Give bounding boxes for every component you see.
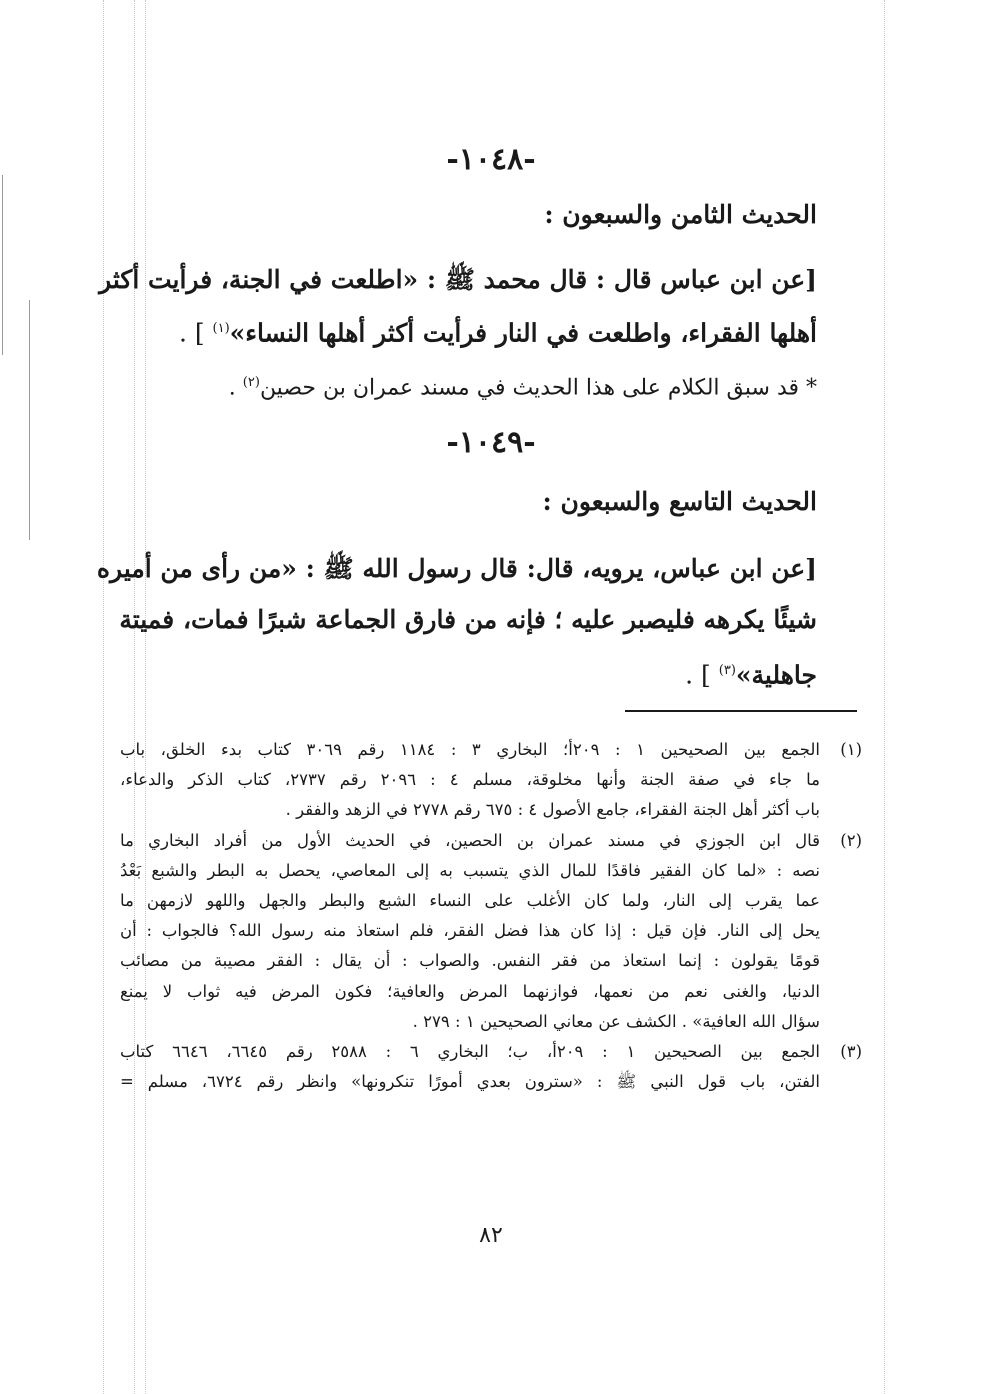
hadith-text-line: أهلها الفقراء، واطلعت في النار فرأيت أكثر أهلها النساء»$^{(١)}$ ] .: [178, 318, 817, 348]
page-number: ٨٢: [479, 1223, 503, 1248]
footnote-ref: (٢): [242, 375, 260, 390]
scan-edge-mark: [29, 300, 30, 540]
footnote-line: عما يقرب إلى النار، ولما كان الأغلب على النساء الشبع والبطر والجهل واللهو لازمهن ما: [120, 891, 820, 911]
footnote-line: الجمع بين الصحيحين ١ : ٢٠٩أ، ب؛ البخاري ٦ : ٢٥٨٨ رقم ٦٦٤٥، ٦٦٤٦ كتاب: [120, 1042, 820, 1062]
footnote-ref: (٣): [718, 663, 736, 678]
footnote-line: نصه : «لما كان الفقير فاقدًا للمال الذي يتسبب به إلى المعاصي، يحصل به البطر والشبع بَعْدُ: [120, 860, 820, 880]
footnote-marker: (٣): [840, 1042, 862, 1062]
hadith-text-line: [عن ابن عباس، يرويه، قال: قال رسول الله ﷺ : «من رأى من أميره: [96, 554, 817, 583]
hadith-text-line: شيئًا يكرهه فليصبر عليه ؛ فإنه من فارق الجماعة شبرًا فمات، فميتة: [119, 605, 817, 634]
footnote-line: قال ابن الجوزي في مسند عمران بن الحصين، في الحديث الأول من أفراد البخاري ما: [120, 830, 820, 850]
hadith-number-1048: -١٠٤٨-: [446, 142, 536, 177]
hadith-text-1049: [96, 543, 817, 700]
footnote-line: ما جاء في صفة الجنة وأنها مخلوقة، مسلم ٤ : ٢٠٩٦ رقم ٢٧٣٧، كتاب الذكر والدعاء،: [120, 770, 820, 790]
footnote-line: الدنيا، والغنى نعم من نعمها، فوازنهما المرض والعافية؛ فكون المرض فيه ثواب لا يمنع: [120, 981, 820, 1001]
footnote-1: [120, 735, 862, 826]
footnote-divider: [625, 710, 857, 712]
footnote-line: سؤال الله العافية» . الكشف عن معاني الصحيحين ١ : ٢٧٩ .: [412, 1011, 820, 1031]
footnote-ref: (١): [212, 321, 230, 336]
hadith-text-1048: [99, 255, 817, 357]
footnote-marker: (٢): [840, 830, 862, 850]
note-text: * قد سبق الكلام على هذا الحديث في مسند عمران بن حصين$^{(٢)}$ .: [228, 375, 817, 401]
scan-artifact-line: [103, 0, 104, 1394]
footnote-3: [120, 1037, 862, 1097]
hadith-text-line: جاهلية»$^{(٣)}$ ] .: [685, 660, 817, 690]
footnote-2: [120, 826, 862, 1037]
footnote-line: باب أكثر أهل الجنة الفقراء، جامع الأصول ٤ : ٦٧٥ رقم ٢٧٧٨ في الزهد والفقر .: [285, 800, 820, 820]
scan-edge-mark: [2, 175, 3, 355]
hadith-text-line: [عن ابن عباس قال : قال محمد ﷺ : «اطلعت في الجنة، فرأيت أكثر: [99, 265, 817, 294]
footnote-marker: (١): [840, 740, 862, 759]
footnotes: [120, 735, 862, 1097]
hadith-heading-78: الحديث الثامن والسبعون :: [544, 200, 817, 229]
footnote-line: قومًا يقولون : إنما استعاذ من فقر النفس. والصواب : أن يقال : الفقر مصيبة من مصائب: [120, 951, 820, 971]
hadith-number-1049: -١٠٤٩-: [446, 425, 536, 460]
footnote-line: الجمع بين الصحيحين ١ : ٢٠٩أ؛ البخاري ٣ : ١١٨٤ رقم ٣٠٦٩ كتاب بدء الخلق، باب: [120, 740, 820, 759]
hadith-heading-79: الحديث التاسع والسبعون :: [542, 487, 817, 516]
scan-artifact-line: [134, 0, 135, 1394]
footnote-line: يحل إلى النار. فإن قيل : إذا كان هذا فضل الفقر، فلم استعاذ منه رسول الله؟ فالجواب : أن: [120, 921, 820, 941]
note-line-1048: [137, 363, 817, 408]
footnote-line: الفتن، باب قول النبي ﷺ : «سترون بعدي أمورًا تنكرونها» وانظر رقم ٦٧٢٤، مسلم =: [120, 1072, 820, 1092]
scan-artifact-line: [884, 0, 885, 1394]
